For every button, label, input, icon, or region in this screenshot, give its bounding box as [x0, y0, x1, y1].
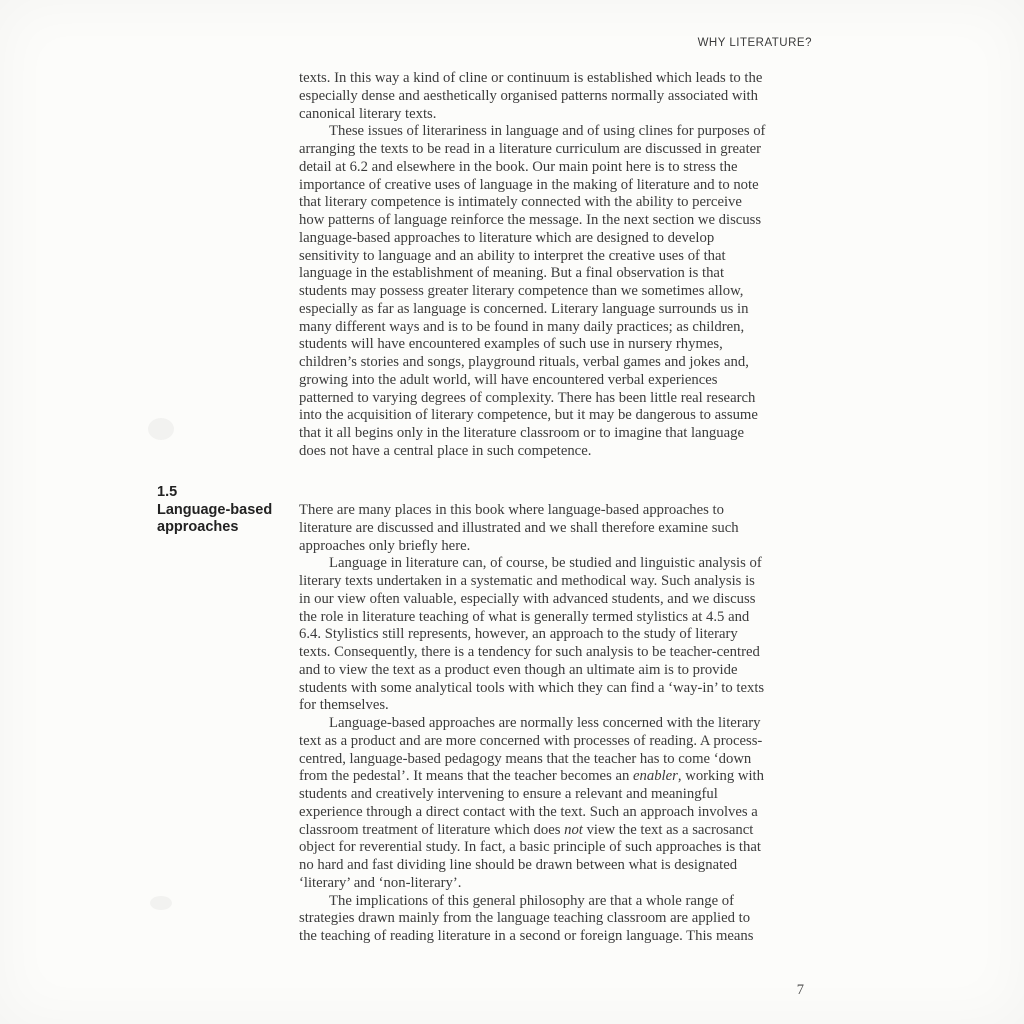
text-line: Language in literature can, of course, be studied and linguistic analysis of: [329, 555, 762, 572]
text-line: that literary competence is intimately connected with the ability to perceive: [299, 194, 742, 211]
text-line: many different ways and is to be found in many daily practices; as children,: [299, 318, 745, 335]
text-line: from the pedestal’. It means that the teacher becomes an enabler, working with: [299, 768, 764, 785]
text-line: approaches only briefly here.: [299, 537, 471, 554]
text-line: experience through a direct contact with the text. Such an approach involves a: [299, 803, 758, 820]
paragraph: [299, 893, 823, 946]
text-line: literature are discussed and illustrated and we shall therefore examine such: [299, 519, 739, 536]
text-line: The implications of this general philosophy are that a whole range of: [329, 892, 735, 909]
text-line: especially as far as language is concerned. Literary language surrounds us in: [299, 300, 749, 317]
section-number: 1.5: [157, 484, 178, 500]
text-line: 6.4. Stylistics still represents, however, an approach to the study of literary: [299, 626, 738, 643]
section-heading: [157, 484, 295, 537]
paragraph: [299, 70, 823, 123]
text-line: language-based approaches to literature which are designed to develop: [299, 229, 715, 246]
text-line: no hard and fast dividing line should be drawn between what is designated: [299, 857, 738, 873]
text-line: literary texts undertaken in a systematic and methodical way. Such analysis is: [299, 573, 755, 589]
text-line: students with some analytical tools with which they can find a ‘way-in’ to texts: [299, 679, 765, 696]
text-line: strategies drawn mainly from the language teaching classroom are applied to: [299, 910, 751, 927]
text-line: canonical literary texts.: [299, 105, 437, 122]
text-line: growing into the adult world, will have encountered verbal experiences: [299, 371, 718, 388]
section-title-line: approaches: [157, 519, 239, 536]
text-line: ‘literary’ and ‘non-literary’.: [299, 874, 462, 891]
text-line: texts. Consequently, there is a tendency for such analysis to be teacher-centred: [299, 644, 760, 660]
text-line: classroom treatment of literature which does not view the text as a sacrosanct: [299, 821, 754, 838]
text-line: text as a product and are more concerned with processes of reading. A process-: [299, 732, 763, 749]
paragraph: [299, 715, 823, 893]
text-line: the teaching of reading literature in a second or foreign language. This means: [299, 928, 754, 944]
paragraph: [299, 555, 823, 715]
text-line: students will have encountered examples of such use in nursery rhymes,: [299, 336, 723, 353]
scan-smudge: [150, 896, 172, 910]
text-line: how patterns of language reinforce the message. In the next section we discuss: [299, 212, 762, 228]
text-line: students and creatively intervening to ensure a relevant and meaningful: [299, 786, 718, 802]
text-line: children’s stories and songs, playground rituals, verbal games and jokes and,: [299, 354, 749, 370]
text-line: These issues of literariness in language and of using clines for purposes of: [329, 123, 766, 140]
body-text-section-1: [299, 70, 823, 461]
page-number: 7: [796, 982, 804, 998]
text-line: sensitivity to language and an ability to interpret the creative uses of that: [299, 247, 726, 264]
section-title-line: Language-based: [157, 501, 273, 518]
text-line: students may possess greater literary competence than we sometimes allow,: [299, 283, 744, 299]
text-line: patterned to varying degrees of complexity. There has been little real research: [299, 389, 756, 406]
text-line: Language-based approaches are normally less concerned with the literary: [329, 715, 761, 731]
text-line: object for reverential study. In fact, a basic principle of such approaches is that: [299, 839, 761, 856]
text-line: that it all begins only in the literature classroom or to imagine that language: [299, 425, 744, 441]
body-text-section-2: [299, 502, 823, 946]
text-line: arranging the texts to be read in a literature curriculum are discussed in greater: [299, 141, 762, 157]
text-line: language in the establishment of meaning. But a final observation is that: [299, 265, 725, 282]
text-line: detail at 6.2 and elsewhere in the book. Our main point here is to stress the: [299, 158, 738, 175]
paragraph: [299, 502, 823, 555]
text-line: importance of creative uses of language in the making of literature and to note: [299, 176, 759, 193]
text-line: does not have a central place in such competence.: [299, 442, 592, 459]
scan-smudge: [148, 418, 174, 440]
text-line: centred, language-based pedagogy means that the teacher has to come ‘down: [299, 750, 752, 767]
paragraph: [299, 123, 823, 460]
text-line: especially dense and aesthetically organised patterns normally associated with: [299, 87, 758, 104]
running-header: WHY LITERATURE?: [697, 37, 812, 49]
text-line: There are many places in this book where language-based approaches to: [299, 502, 724, 518]
text-line: the role in literature teaching of what is generally termed stylistics at 4.5 and: [299, 608, 750, 625]
text-line: texts. In this way a kind of cline or continuum is established which leads to the: [299, 70, 763, 86]
text-line: for themselves.: [299, 697, 389, 714]
text-line: in our view often valuable, especially with advanced students, and we discuss: [299, 590, 756, 607]
text-line: into the acquisition of literary competence, but it may be dangerous to assume: [299, 407, 758, 424]
text-line: and to view the text as a product even though an ultimate aim is to provide: [299, 661, 738, 678]
